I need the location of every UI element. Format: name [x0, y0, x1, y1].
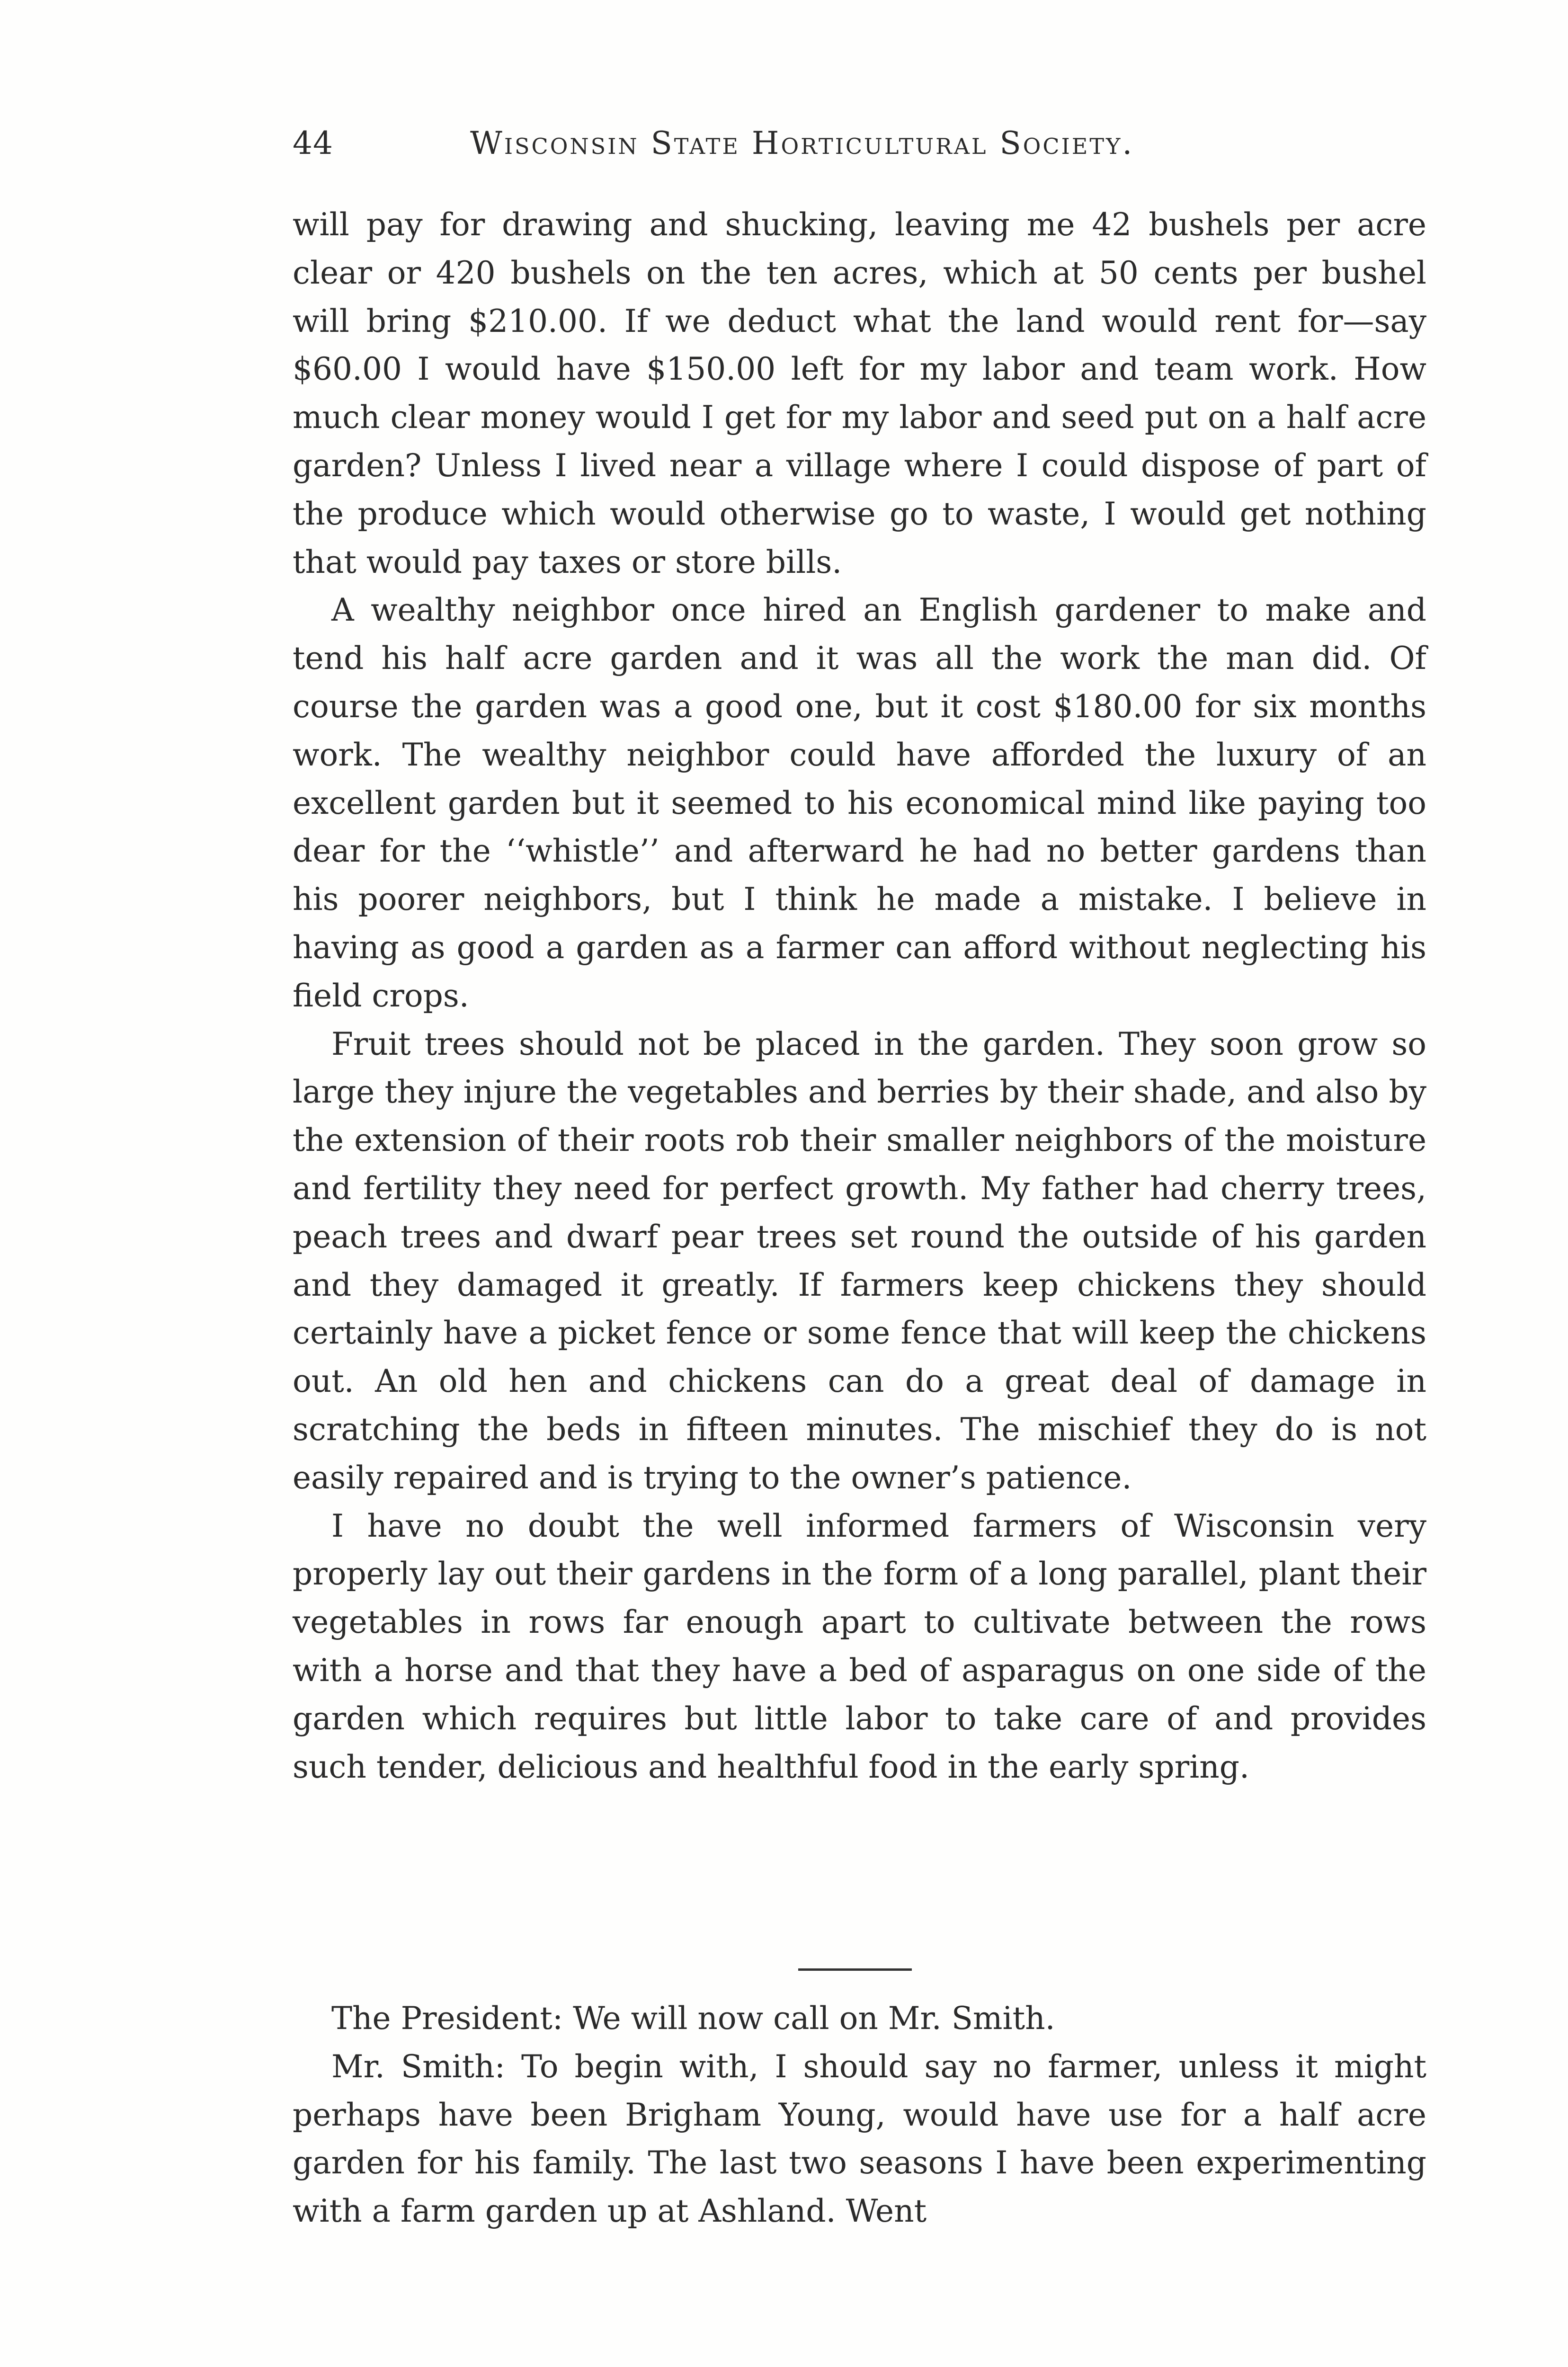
- dialogue-president: The President: We will now call on Mr. Smith.: [331, 2000, 1055, 2037]
- paragraph-continued: will pay for drawing and shucking, leaving me 42 bushels per acre clear or 420 bushels on the ten acres, which at 50 cents per bushel will bring $210.00. If we deduct what the land would rent for—say $60.00 I would have $150.00 left for my labor and team work. How much clear money would I get for my labor and seed put on a half acre garden? Unless I lived near a village where I could dispose of part of the produce which would otherwise go to waste, I would get nothing that would pay taxes or store bills.: [293, 206, 1426, 580]
- body-text: [293, 201, 1426, 1791]
- paragraph-wisconsin-farmers: I have no doubt the well informed farmers of Wisconsin very properly lay out their gardens in the form of a long parallel, plant their vegetables in rows far enough apart to cultivate between the rows with a horse and that they have a bed of asparagus on one side of the garden which requires but little labor to take care of and provides such tender, delicious and healthful food in the early spring.: [293, 1507, 1426, 1785]
- paragraph-english-gardener: A wealthy neighbor once hired an English gardener to make and tend his half acre garden and it was all the work the man did. Of course the garden was a good one, but it cost $180.00 for six months work. The wealthy neighbor could have afforded the luxury of an excellent garden but it seemed to his economical mind like paying too dear for the ‘‘whistle’’ and afterward he had no better gardens than his poorer neighbors, but I think he made a mistake. I believe in having as good a garden as a farmer can afford without neglecting his field crops.: [293, 592, 1426, 1014]
- dialogue-text: [293, 1994, 1426, 2235]
- running-title: Wisconsin State Horticultural Society.: [470, 125, 1134, 161]
- page-header: [293, 122, 1429, 165]
- dialogue-mr-smith: Mr. Smith: To begin with, I should say no farmer, unless it might perhaps have been Brigham Young, would have use for a half acre garden for his family. The last two seasons I have been experimenting with a farm garden up at Ashland. Went: [293, 2048, 1426, 2230]
- paragraph-fruit-trees: Fruit trees should not be placed in the garden. They soon grow so large they injure the vegetables and berries by their shade, and also by the extension of their roots rob their smaller neighbors of the moisture and fertility they need for perfect growth. My father had cherry trees, peach trees and dwarf pear trees set round the outside of his garden and they damaged it greatly. If farmers keep chickens they should certainly have a picket fence or some fence that will keep the chickens out. An old hen and chickens can do a great deal of damage in scratching the beds in fifteen minutes. The mischief they do is not easily repaired and is trying to the owner’s patience.: [293, 1025, 1426, 1496]
- page-number: 44: [293, 125, 333, 161]
- section-divider: [798, 1968, 912, 1971]
